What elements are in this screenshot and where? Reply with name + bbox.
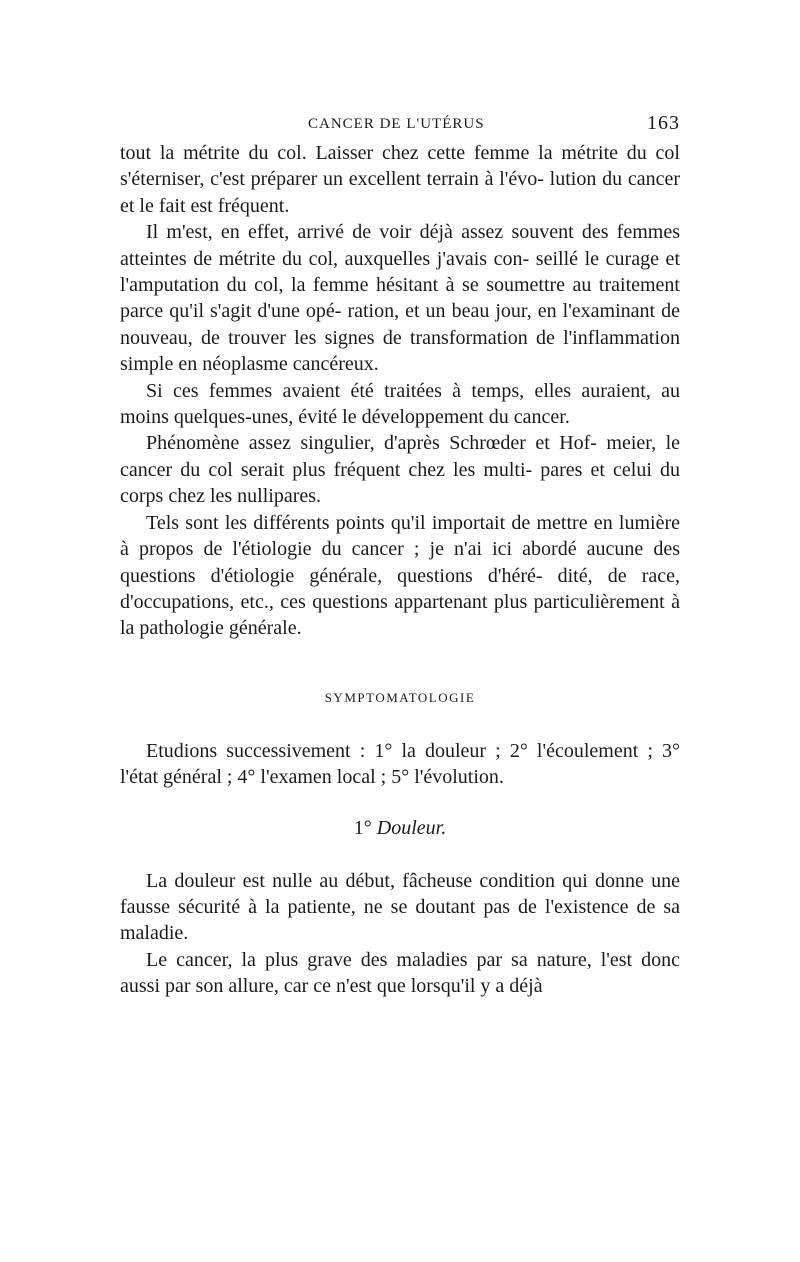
paragraph: Il m'est, en effet, arrivé de voir déjà assez souvent des femmes atteintes de métrite du col, auxquelles j'avais con- seillé le curage et l'amputation du col, la femme hésitant à se soumettre au traitement parce qu'il s'agit d'une opé- ration, et un beau jour, en l'examinant de nouveau, de trouver les signes de transformation de l'inflammation simple en néoplasme cancéreux. [120,221,680,376]
paragraph: La douleur est nulle au début, fâcheuse condition qui donne une fausse sécurité à la patiente, ne se doutant pas de l'existence de sa maladie. [120,869,680,945]
running-title: CANCER DE L'UTÉRUS [308,116,485,132]
book-page [120,110,680,1000]
subsection-number: 1° [353,816,372,839]
running-head [120,110,680,140]
subsection-heading [120,817,680,840]
subsection-title: Douleur. [376,816,447,839]
paragraph: tout la métrite du col. Laisser chez cette femme la métrite du col s'éterniser, c'est préparer un excellent terrain à l'évo- lution du cancer et le fait est fréquent. [120,142,680,217]
section-intro: Etudions successivement : 1° la douleur ; 2° l'écoulement ; 3° l'état général ; 4° l'examen local ; 5° l'évolution. [120,739,680,789]
paragraph: Le cancer, la plus grave des maladies par sa nature, l'est donc aussi par son allure, car ce n'est que lorsqu'il y a déjà [120,948,680,998]
paragraph: Si ces femmes avaient été traitées à temps, elles auraient, au moins quelques-unes, évité le développement du cancer. [120,379,680,429]
paragraph: Tels sont les différents points qu'il importait de mettre en lumière à propos de l'étiologie du cancer ; je n'ai ici abordé aucune des questions d'étiologie générale, questions d'héré- dité, de race, d'occupations, etc., ces questions appartenant plus particulièrement à la pathologie générale. [120,511,680,640]
paragraph: Phénomène assez singulier, d'après Schrœder et Hof- meier, le cancer du col serait plus fréquent chez les multi- pares et celui du corps chez les nullipares. [120,432,680,508]
section-heading: SYMPTOMATOLOGIE [324,689,476,705]
page-number: 163 [647,112,680,134]
